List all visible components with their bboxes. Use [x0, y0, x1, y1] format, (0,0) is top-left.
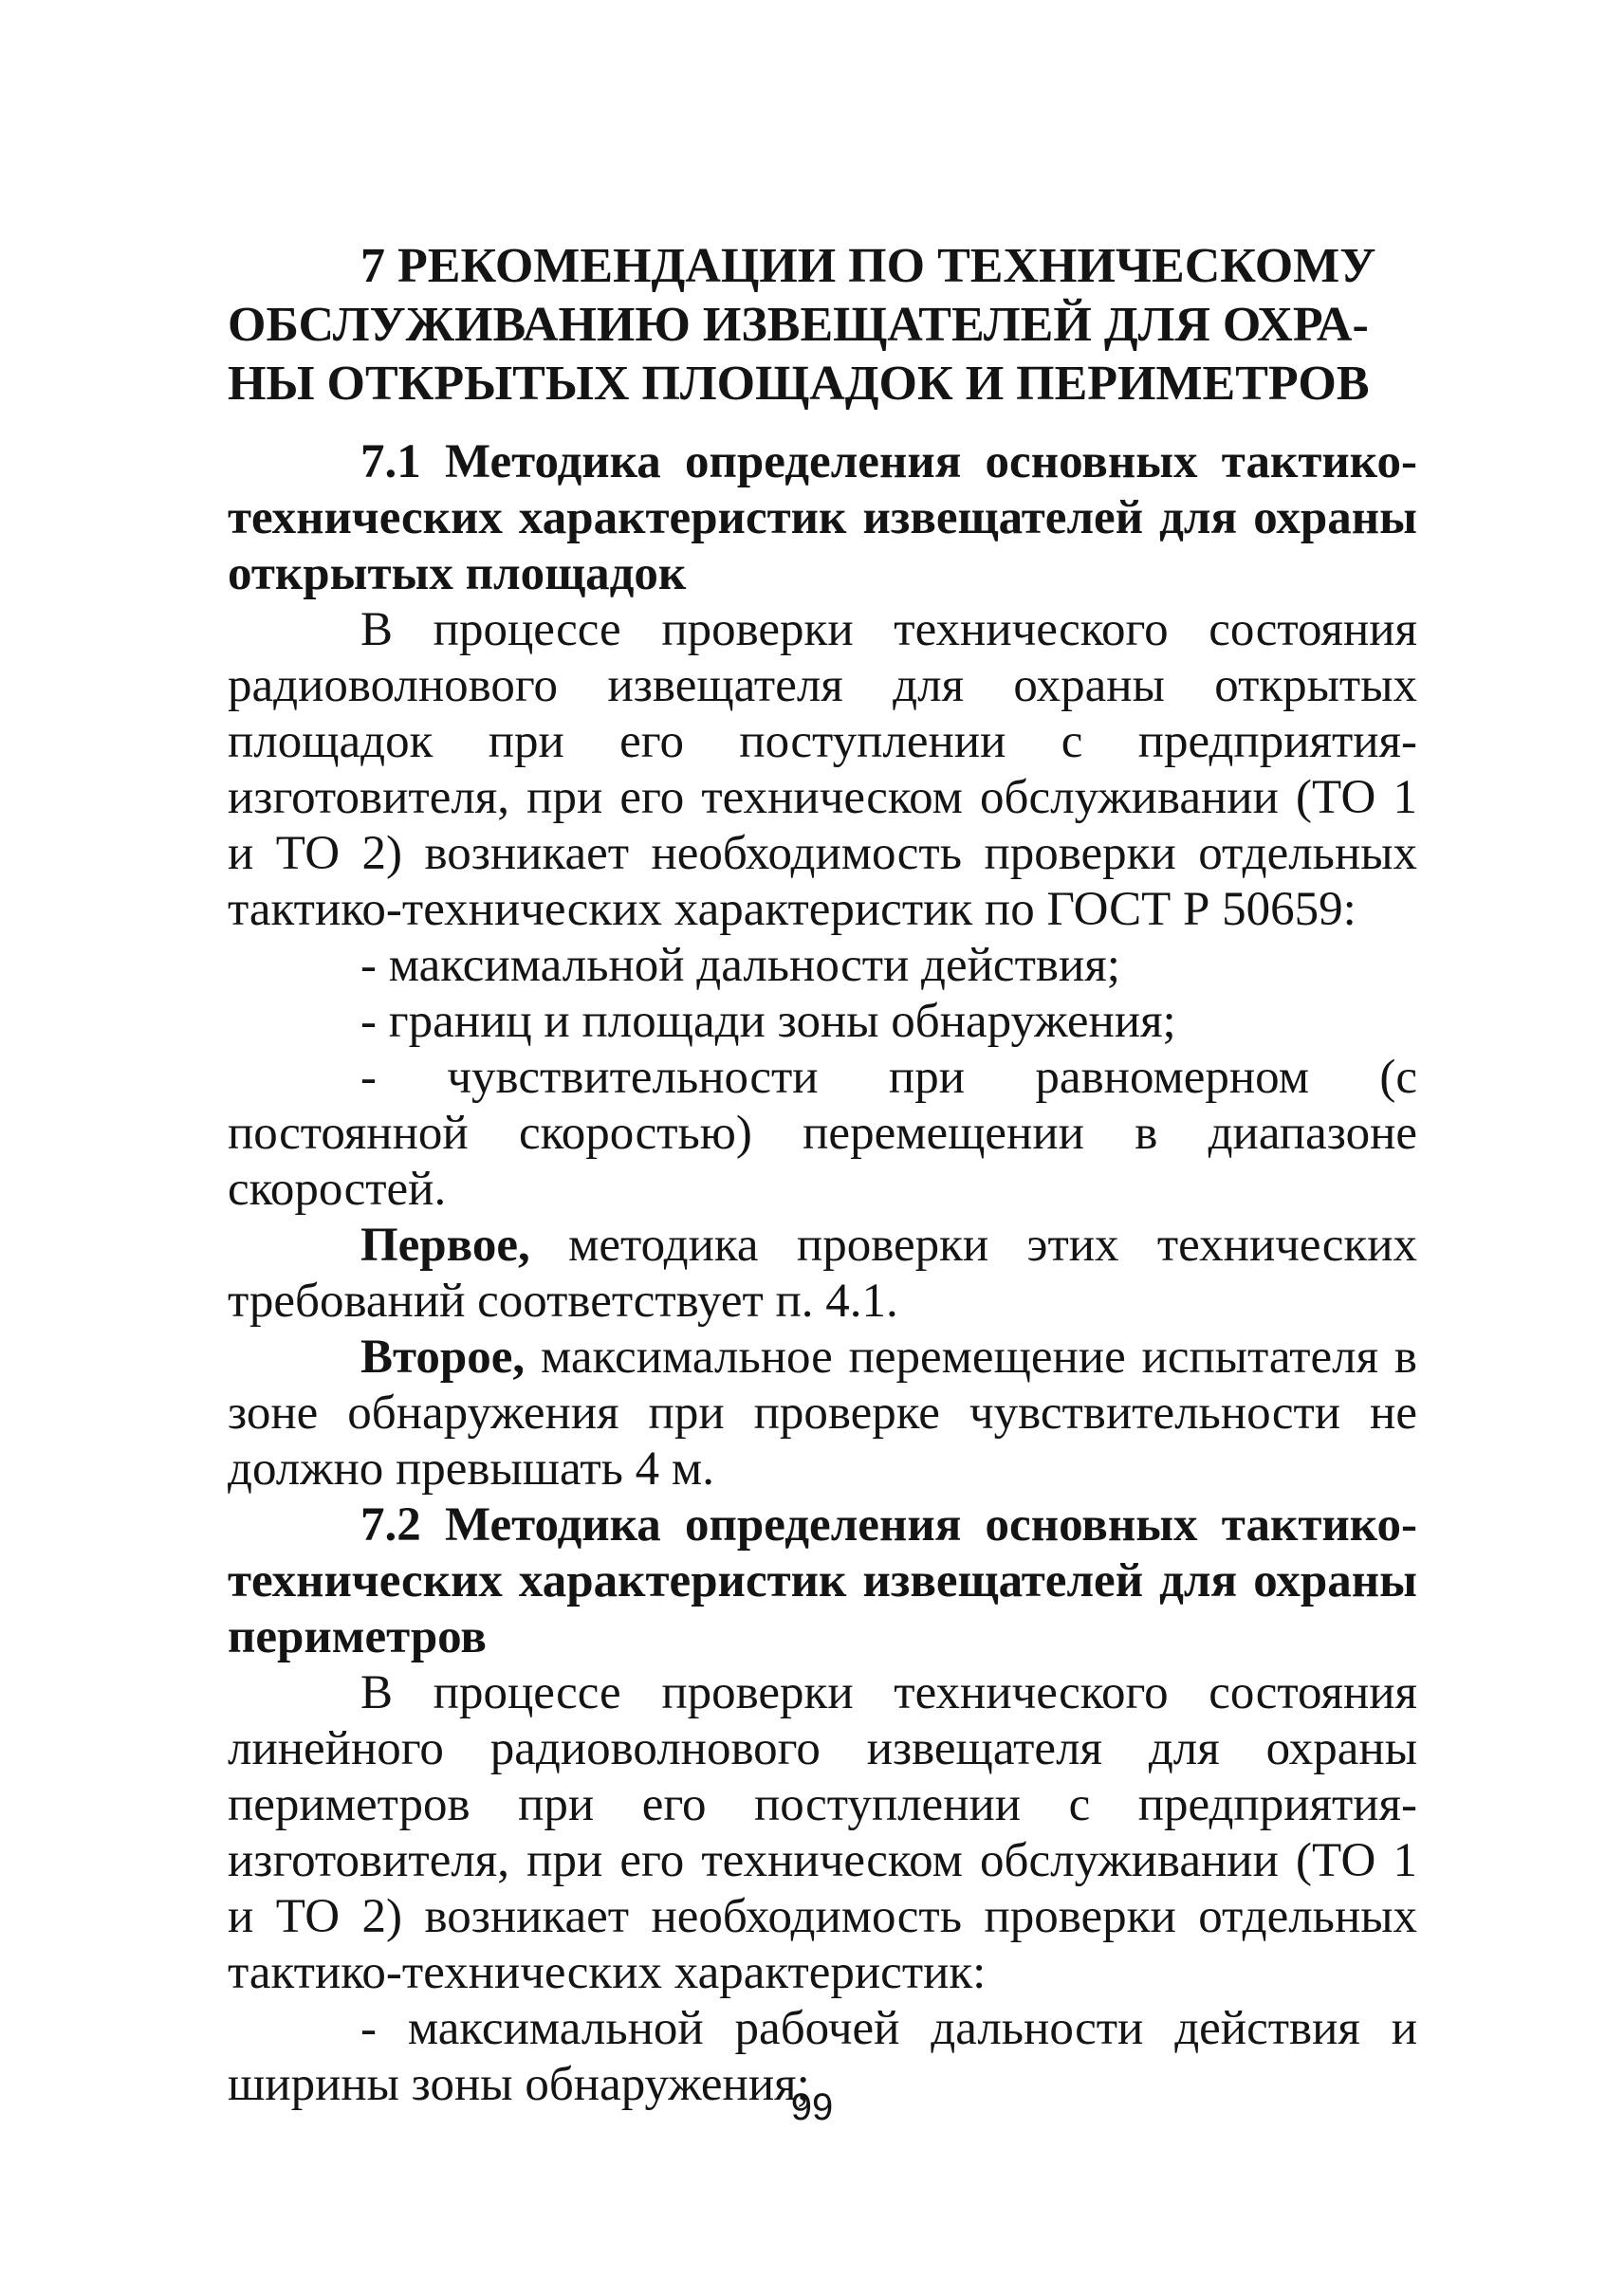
chapter-title-line-2: ОБСЛУЖИВАНИЮ ИЗВЕЩАТЕЛЕЙ ДЛЯ ОХРА-	[228, 298, 1369, 352]
section-7-1-title: 7.1 Методика определения основных тактико-технических характеристик извещателей для охраны открытых площадок	[228, 435, 1417, 600]
first-paragraph	[228, 1218, 1417, 1330]
page-content	[228, 237, 1417, 2113]
chapter-title	[228, 237, 1417, 413]
section-7-1-paragraph: В процессе проверки технического состояния радиоволнового извещателя для охраны открытых площадок при его поступлении с предприятия-изготовителя, при его техническом обслуживании (ТО 1 и ТО 2) возникает необходимость проверки отдельных тактико-технических характеристик по ГОСТ Р 50659:	[228, 603, 1417, 936]
page-number: 99	[790, 2086, 834, 2128]
chapter-title-line-1: 7 РЕКОМЕНДАЦИИ ПО ТЕХНИЧЕСКОМУ	[360, 239, 1376, 293]
list-item: - чувствительности при равномерном (с постоянной скоростью) перемещении в диапазоне скоростей.	[228, 1051, 1417, 1216]
second-lead: Второе,	[360, 1331, 526, 1384]
second-text: максимальное перемещение испытателя в зоне обнаружения при проверке чувствительности не должно превышать 4 м.	[228, 1331, 1417, 1496]
chapter-title-line-3: НЫ ОТКРЫТЫХ ПЛОЩАДОК И ПЕРИМЕТРОВ	[228, 357, 1370, 411]
first-lead: Первое,	[360, 1219, 530, 1272]
section-7-2-paragraph: В процессе проверки технического состояния линейного радиоволнового извещателя для охраны периметров при его поступлении с предприятия-изготовителя, при его техническом обслуживании (ТО 1 и ТО 2) возникает необходимость проверки отдельных тактико-технических характеристик:	[228, 1666, 1417, 1999]
second-paragraph	[228, 1330, 1417, 1497]
list-item: - максимальной дальности действия;	[360, 939, 1120, 992]
list-item: - максимальной рабочей дальности действия и ширины зоны обнаружения;	[228, 2002, 1417, 2111]
section-7-2-title: 7.2 Методика определения основных тактико-технических характеристик извещателей для охраны периметров	[228, 1498, 1417, 1663]
list-item: - границ и площади зоны обнаружения;	[360, 995, 1176, 1048]
first-text: методика проверки этих технических требований соответствует п. 4.1.	[228, 1219, 1417, 1328]
